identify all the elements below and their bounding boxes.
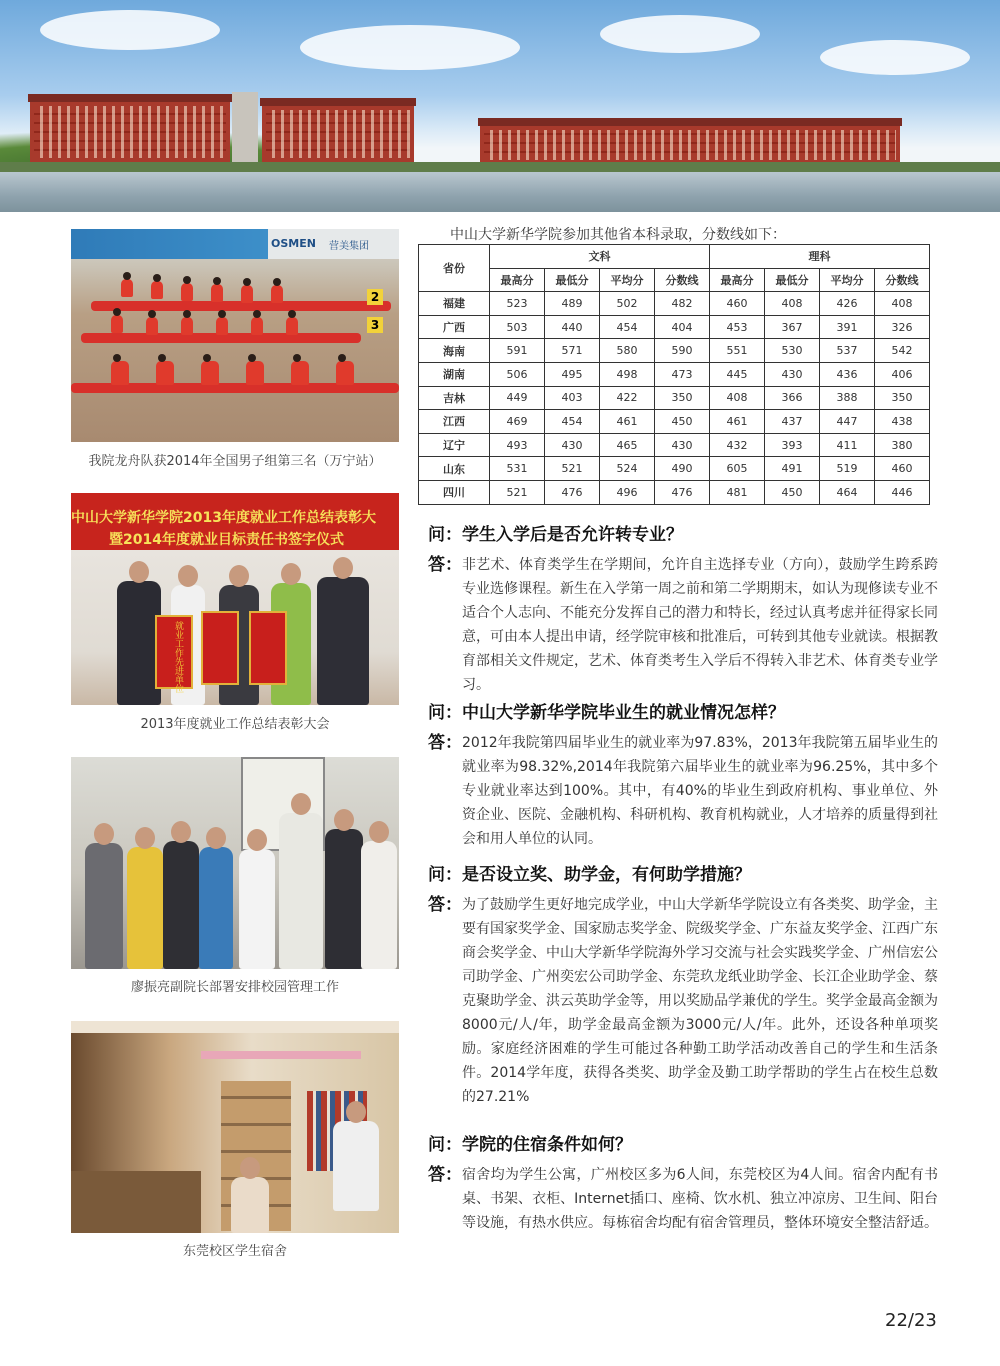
score-cell: 460 <box>710 292 765 316</box>
score-cell: 391 <box>820 315 875 339</box>
score-cell: 408 <box>710 386 765 410</box>
photo-caption-dormitory: 东莞校区学生宿舍 <box>182 1244 287 1259</box>
dormitory-photo <box>71 1021 399 1233</box>
score-cell: 473 <box>655 362 710 386</box>
score-cell: 367 <box>765 315 820 339</box>
answer-label: 答： <box>428 895 462 915</box>
score-cell: 551 <box>710 339 765 363</box>
table-row <box>419 386 930 410</box>
province-cell: 山东 <box>419 457 490 481</box>
score-cell: 464 <box>820 480 875 504</box>
answer-paragraph <box>428 731 938 851</box>
score-cell: 430 <box>655 433 710 457</box>
sponsor-banner-text-2: 营美集团 <box>329 241 369 252</box>
pennant-text: 就业工作先进单位 <box>173 621 183 693</box>
score-cell: 326 <box>875 315 930 339</box>
score-cell: 476 <box>655 480 710 504</box>
score-cell: 450 <box>765 480 820 504</box>
province-cell: 湖南 <box>419 362 490 386</box>
group-header-science: 理科 <box>710 245 930 269</box>
province-cell: 海南 <box>419 339 490 363</box>
score-cell: 366 <box>765 386 820 410</box>
score-cell: 503 <box>490 315 545 339</box>
score-cell: 490 <box>655 457 710 481</box>
answer-paragraph <box>428 553 938 697</box>
table-row <box>419 292 930 316</box>
page-number: 22/23 <box>885 1310 937 1331</box>
score-cell: 491 <box>765 457 820 481</box>
sponsor-banner-text: OSMEN <box>271 237 316 250</box>
answer-label: 答： <box>428 555 462 575</box>
score-cell: 476 <box>545 480 600 504</box>
score-cell: 481 <box>710 480 765 504</box>
photo-caption-campus-management: 廖振亮副院长部署安排校园管理工作 <box>130 980 339 995</box>
answer-paragraph <box>428 1163 938 1235</box>
score-cell: 493 <box>490 433 545 457</box>
subheader-cell: 分数线 <box>655 268 710 292</box>
score-cell: 426 <box>820 292 875 316</box>
score-cell: 430 <box>765 362 820 386</box>
table-row <box>419 339 930 363</box>
score-cell: 408 <box>875 292 930 316</box>
qa-block-scholarships <box>428 860 938 1109</box>
score-cell: 496 <box>600 480 655 504</box>
score-cell: 453 <box>710 315 765 339</box>
province-cell: 吉林 <box>419 386 490 410</box>
score-cell: 430 <box>545 433 600 457</box>
score-cell: 450 <box>655 410 710 434</box>
question-heading <box>428 860 938 885</box>
score-cell: 445 <box>710 362 765 386</box>
answer-label: 答： <box>428 733 462 753</box>
province-cell: 四川 <box>419 480 490 504</box>
score-cell: 506 <box>490 362 545 386</box>
score-cell: 537 <box>820 339 875 363</box>
campus-banner-image <box>0 0 1000 212</box>
answer-text: 为了鼓励学生更好地完成学业，中山大学新华学院设立有各类奖、助学金，主要有国家奖学金、国家励志奖学金、院级奖学金、广东益友奖学金、江西广东商会奖学金、中山大学新华学院海外学习交流与社会实践奖学金、广州信宏公司助学金、广州奕宏公司助学金、东莞玖龙纸业助学金、长江企业助学金、蔡克聚助学金、洪云英助学金等，用以奖励品学兼优的学生。奖学金最高金额为8000元/人/年，助学金最高金额为3000元/人/年。此外，还设各种单项奖励。家庭经济困难的学生可能过各种勤工助学活动改善自己的学生和生活条件。2014学年度，获得各类奖、助学金及勤工助学帮助的学生占在校生总数的27.21% <box>462 897 938 1105</box>
group-header-liberal-arts: 文科 <box>490 245 710 269</box>
answer-label: 答： <box>428 1165 462 1185</box>
question-label: 问： <box>428 525 462 545</box>
table-group-header-row <box>419 245 930 269</box>
score-cell: 605 <box>710 457 765 481</box>
score-cell: 446 <box>875 480 930 504</box>
ceremony-banner-line-1: 中山大学新华学院2013年度就业工作总结表彰大 <box>71 510 376 526</box>
employment-ceremony-photo <box>71 493 399 705</box>
province-cell: 江西 <box>419 410 490 434</box>
score-cell: 482 <box>655 292 710 316</box>
score-cell: 571 <box>545 339 600 363</box>
score-cell: 422 <box>600 386 655 410</box>
answer-paragraph <box>428 893 938 1109</box>
table-row <box>419 410 930 434</box>
score-cell: 531 <box>490 457 545 481</box>
question-text: 中山大学新华学院毕业生的就业情况怎样？ <box>462 703 785 723</box>
subheader-cell: 平均分 <box>600 268 655 292</box>
score-cell: 437 <box>765 410 820 434</box>
table-body <box>419 292 930 504</box>
score-cell: 436 <box>820 362 875 386</box>
table-row <box>419 480 930 504</box>
score-cell: 406 <box>875 362 930 386</box>
score-cell: 460 <box>875 457 930 481</box>
score-cell: 498 <box>600 362 655 386</box>
table-row <box>419 315 930 339</box>
answer-text: 非艺术、体育类学生在学期间，允许自主选择专业（方向），鼓励学生跨系跨专业选修课程。新生在入学第一周之前和第二学期期末，如认为现修读专业不适合个人志向、不能充分发挥自己的潜力和特长，经过认真考虑并征得家长同意，可由本人提出申请，经学院审核和批准后，可转到其他专业就读。根据教育部相关文件规定，艺术、体育类考生入学后不得转入非艺术、体育类专业学习。 <box>462 557 938 693</box>
table-row <box>419 433 930 457</box>
table-subheader-row <box>419 268 930 292</box>
score-cell: 524 <box>600 457 655 481</box>
qa-block-employment <box>428 698 938 851</box>
score-cell: 489 <box>545 292 600 316</box>
question-label: 问： <box>428 703 462 723</box>
score-cell: 403 <box>545 386 600 410</box>
score-cell: 461 <box>710 410 765 434</box>
question-heading <box>428 520 938 545</box>
question-label: 问： <box>428 865 462 885</box>
subheader-cell: 平均分 <box>820 268 875 292</box>
subheader-cell: 最高分 <box>490 268 545 292</box>
score-cell: 495 <box>545 362 600 386</box>
score-cell: 350 <box>875 386 930 410</box>
score-cell: 440 <box>545 315 600 339</box>
score-cell: 521 <box>545 457 600 481</box>
lane-number-2: 2 <box>367 289 383 305</box>
score-cell: 388 <box>820 386 875 410</box>
admission-score-table <box>418 244 930 505</box>
photo-caption-dragon-boat: 我院龙舟队获2014年全国男子组第三名（万宁站） <box>88 454 382 469</box>
table-title: 中山大学新华学院参加其他省本科录取，分数线如下： <box>450 227 786 243</box>
province-cell: 辽宁 <box>419 433 490 457</box>
photo-caption-ceremony: 2013年度就业工作总结表彰大会 <box>140 717 330 732</box>
score-cell: 404 <box>655 315 710 339</box>
score-cell: 502 <box>600 292 655 316</box>
score-cell: 447 <box>820 410 875 434</box>
campus-management-photo <box>71 757 399 969</box>
question-heading <box>428 1130 938 1155</box>
score-cell: 465 <box>600 433 655 457</box>
score-cell: 590 <box>655 339 710 363</box>
subheader-cell: 最高分 <box>710 268 765 292</box>
score-cell: 393 <box>765 433 820 457</box>
subheader-cell: 最低分 <box>765 268 820 292</box>
score-cell: 591 <box>490 339 545 363</box>
dragon-boat-photo <box>71 229 399 442</box>
province-cell: 福建 <box>419 292 490 316</box>
score-cell: 454 <box>600 315 655 339</box>
score-cell: 580 <box>600 339 655 363</box>
score-cell: 408 <box>765 292 820 316</box>
score-cell: 380 <box>875 433 930 457</box>
subheader-cell: 最低分 <box>545 268 600 292</box>
province-cell: 广西 <box>419 315 490 339</box>
score-cell: 449 <box>490 386 545 410</box>
score-cell: 521 <box>490 480 545 504</box>
qa-block-accommodation <box>428 1130 938 1235</box>
question-heading <box>428 698 938 723</box>
score-cell: 432 <box>710 433 765 457</box>
table-row <box>419 457 930 481</box>
subheader-cell: 分数线 <box>875 268 930 292</box>
question-text: 学生入学后是否允许转专业？ <box>462 525 683 545</box>
answer-text: 2012年我院第四届毕业生的就业率为97.83%，2013年我院第五届毕业生的就业率为98.32%,2014年我院第六届毕业生的就业率为96.25%，其中多个专业就业率达到100%。其中，有40%的毕业生到政府机构、事业单位、外资企业、医院、金融机构、科研机构、教育机构就业，人才培养的质量得到社会和用人单位的认同。 <box>462 735 938 847</box>
province-header: 省份 <box>419 245 490 292</box>
score-cell: 469 <box>490 410 545 434</box>
score-cell: 519 <box>820 457 875 481</box>
score-cell: 530 <box>765 339 820 363</box>
qa-block-major-transfer <box>428 520 938 697</box>
question-label: 问： <box>428 1135 462 1155</box>
question-text: 是否设立奖、助学金，有何助学措施？ <box>462 865 751 885</box>
score-cell: 350 <box>655 386 710 410</box>
lane-number-3: 3 <box>367 317 383 333</box>
answer-text: 宿舍均为学生公寓，广州校区多为6人间，东莞校区为4人间。宿舍内配有书桌、书架、衣柜、Internet插口、座椅、饮水机、独立冲凉房、卫生间、阳台等设施，有热水供应。每栋宿舍均配有宿舍管理员，整体环境安全整洁舒适。 <box>462 1167 938 1231</box>
score-cell: 542 <box>875 339 930 363</box>
score-cell: 438 <box>875 410 930 434</box>
ceremony-banner-line-2: 暨2014年度就业目标责任书签字仪式 <box>109 532 344 548</box>
table-row <box>419 362 930 386</box>
score-cell: 454 <box>545 410 600 434</box>
score-cell: 411 <box>820 433 875 457</box>
question-text: 学院的住宿条件如何？ <box>462 1135 632 1155</box>
score-cell: 523 <box>490 292 545 316</box>
score-cell: 461 <box>600 410 655 434</box>
